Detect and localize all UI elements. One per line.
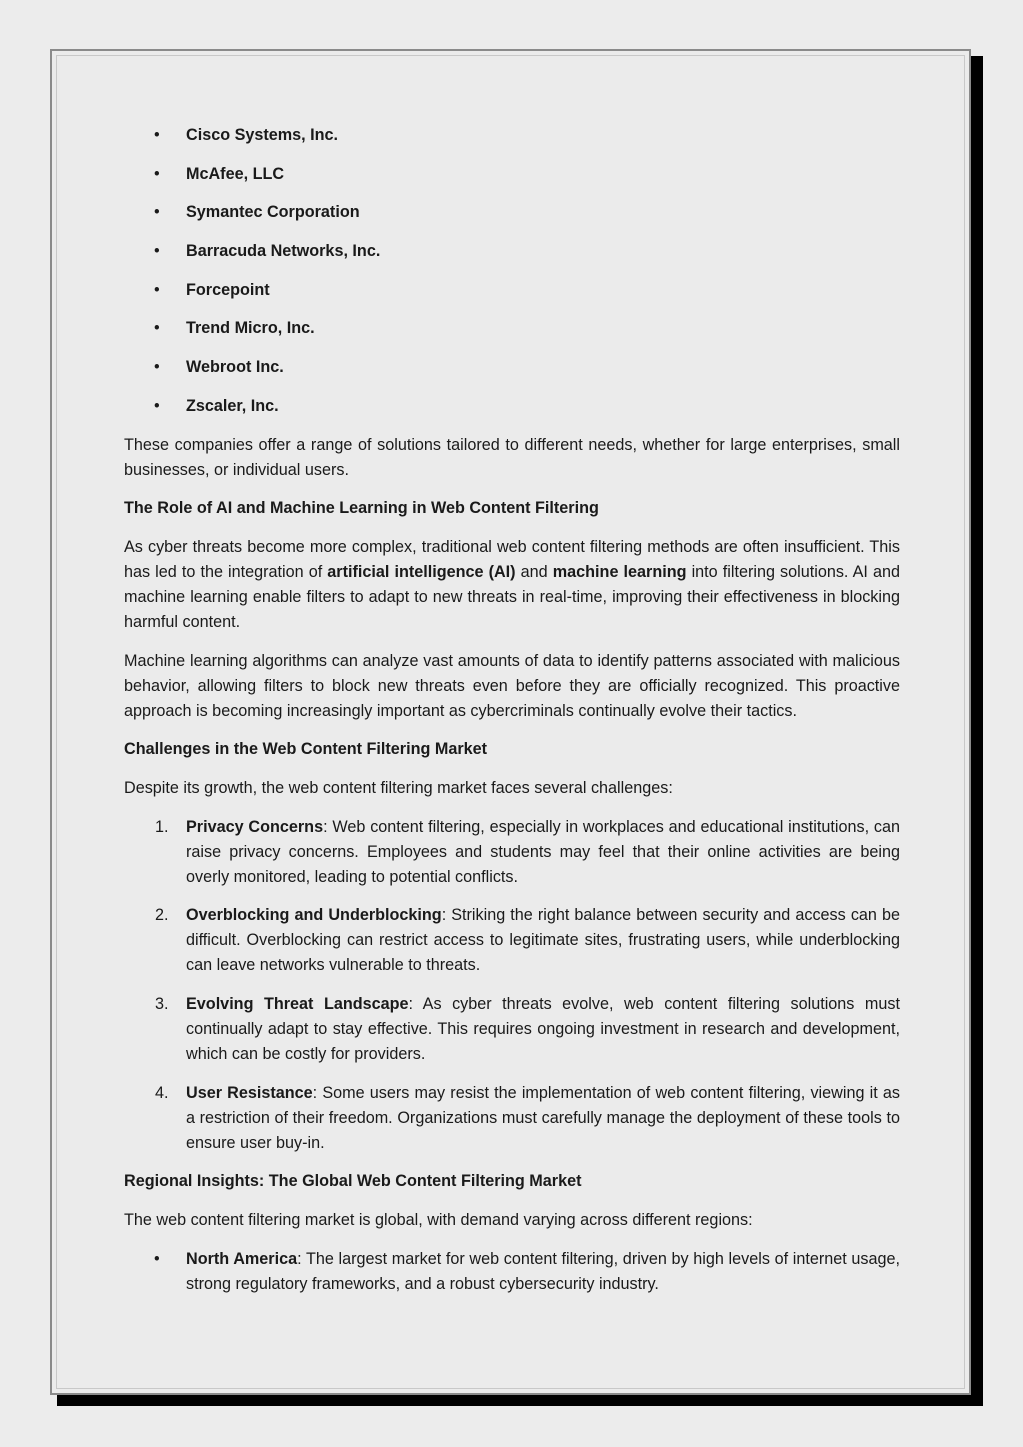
text-run: As cyber threats become more complex, traditional web content filtering methods are often insufficient. This has led to the integration of: [124, 537, 900, 581]
list-item: [124, 1247, 900, 1297]
list-item: • Forcepoint: [124, 278, 900, 303]
list-item: • Symantec Corporation: [124, 200, 900, 225]
companies-summary: These companies offer a range of solutions tailored to different needs, whether for large enterprises, small businesses, or individual users.: [124, 435, 900, 479]
list-item: • Trend Micro, Inc.: [124, 316, 900, 341]
bold-term: Privacy Concerns: [186, 817, 324, 836]
challenges-intro: Despite its growth, the web content filtering market faces several challenges:: [124, 778, 673, 797]
challenges-list: [124, 815, 900, 1156]
bold-term: Evolving Threat Landscape: [186, 995, 409, 1013]
bold-term: North America: [186, 1249, 298, 1268]
text-run: : Striking the right balance between security and access can be difficult. Overblocking can restrict access to legitimate sites, frustrating users, while underblocking can leave networks vulnerable to threats.: [186, 906, 900, 975]
list-item: [124, 815, 900, 890]
list-number: 4.: [155, 1083, 169, 1102]
text-run: and: [515, 562, 553, 581]
bold-term: User Resistance: [186, 1083, 313, 1102]
text-run: : Some users may resist the implementation of web content filtering, viewing it as a restriction of their freedom. Organizations must carefully manage the deployment of these tools to ensure user buy-in.: [186, 1083, 900, 1152]
list-item: • Webroot Inc.: [124, 355, 900, 380]
bold-term: artificial intelligence (AI): [327, 562, 516, 581]
section-heading-regional: Regional Insights: The Global Web Content Filtering Market: [124, 1172, 582, 1191]
list-item: • McAfee, LLC: [124, 162, 900, 187]
list-item: [124, 992, 900, 1067]
list-number: 3.: [155, 995, 169, 1013]
list-item: • Zscaler, Inc.: [124, 394, 900, 419]
text-run: : Web content filtering, especially in workplaces and educational institutions, can raise privacy concerns. Employees and students may feel that their online activities are being overly monitored, leading to potential conflicts.: [186, 817, 900, 886]
section-heading-challenges: Challenges in the Web Content Filtering Market: [124, 740, 488, 759]
text-run: into filtering solutions. AI and machine learning enable filters to adapt to new threats in real-time, improving their effectiveness in blocking harmful content.: [124, 562, 900, 631]
regional-intro: The web content filtering market is global, with demand varying across different regions:: [124, 1211, 753, 1230]
list-item: • Cisco Systems, Inc.: [124, 123, 900, 148]
company-list: [124, 123, 900, 419]
list-item: [124, 1081, 900, 1156]
list-number: 2.: [155, 906, 169, 925]
bold-term: machine learning: [552, 562, 687, 581]
page-content: [124, 123, 900, 1297]
section-heading-ai: The Role of AI and Machine Learning in Web Content Filtering: [124, 499, 599, 518]
ai-paragraph-1: [124, 535, 900, 635]
ai-paragraph-2: Machine learning algorithms can analyze vast amounts of data to identify patterns associated with malicious behavior, allowing filters to block new threats even before they are officially recognized. This proactive approach is becoming increasingly important as cybercriminals continually evolve their tactics.: [124, 651, 900, 720]
list-item: • Barracuda Networks, Inc.: [124, 239, 900, 264]
list-number: 1.: [155, 817, 169, 836]
regions-list: [124, 1247, 900, 1297]
list-item: [124, 903, 900, 978]
document-page: [50, 49, 971, 1395]
text-run: : The largest market for web content filtering, driven by high levels of internet usage, strong regulatory frameworks, and a robust cybersecurity industry.: [186, 1249, 900, 1293]
text-run: : As cyber threats evolve, web content filtering solutions must continually adapt to stay effective. This requires ongoing investment in research and development, which can be costly for providers.: [186, 995, 901, 1063]
bold-term: Overblocking and Underblocking: [186, 906, 442, 925]
